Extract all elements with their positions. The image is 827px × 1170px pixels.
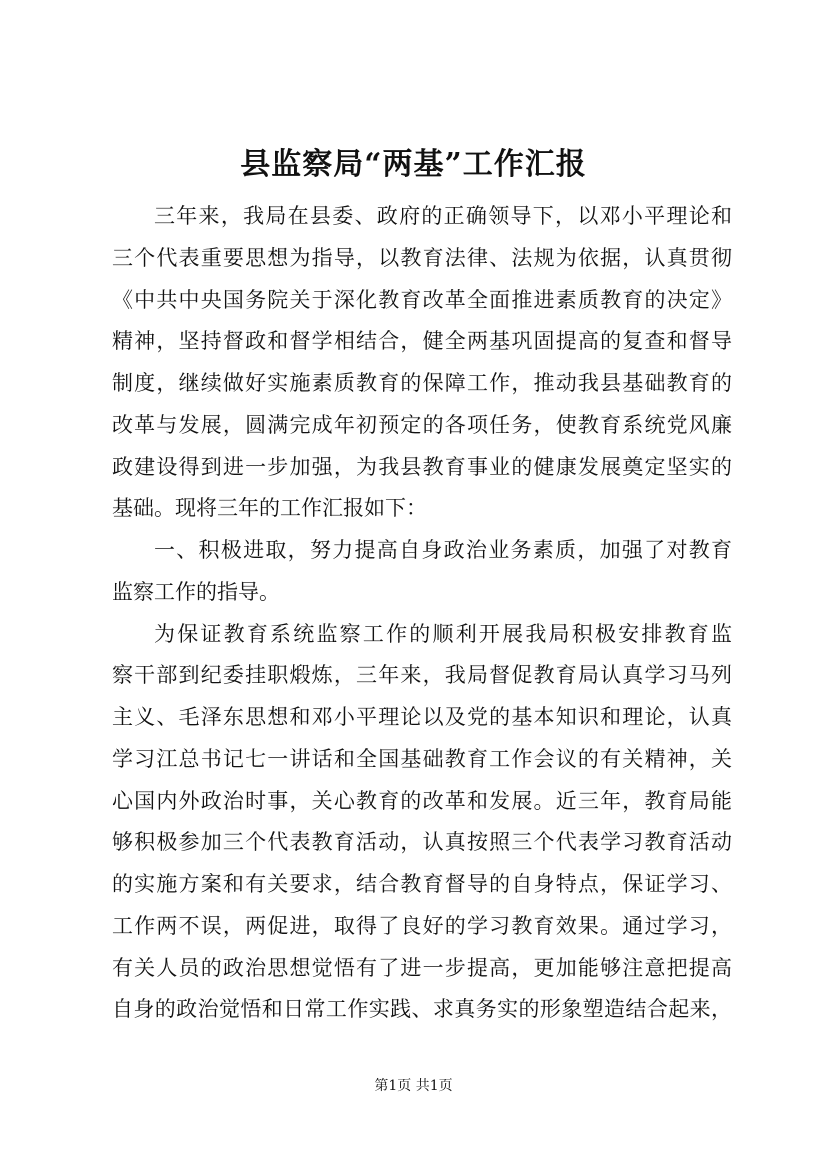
- body-line: 察干部到纪委挂职煅炼，三年来，我局督促教育局认真学习马列: [112, 663, 732, 688]
- body-line: 为保证教育系统监察工作的顺利开展我局积极安排教育监: [154, 621, 732, 646]
- page-footer: 第1页 共1页: [374, 1078, 453, 1094]
- body-line: 改革与发展，圆满完成年初预定的各项任务，使教育系统党风廉: [112, 412, 732, 437]
- body-line: 《中共中央国务院关于深化教育改革全面推进素质教育的决定》: [112, 287, 732, 312]
- body-line: 心国内外政治时事，关心教育的改革和发展。近三年，教育局能: [112, 788, 732, 813]
- body-line: 三年来，我局在县委、政府的正确领导下，以邓小平理论和: [154, 204, 732, 228]
- body-line: 制度，继续做好实施素质教育的保障工作，推动我县基础教育的: [112, 371, 732, 395]
- body-line: 的实施方案和有关要求，结合教育督导的自身特点，保证学习、: [112, 872, 732, 896]
- body-line: 精神，坚持督政和督学相结合，健全两基巩固提高的复查和督导: [112, 329, 732, 354]
- section-heading-line: 监察工作的指导。: [112, 579, 280, 604]
- body-line: 工作两不误，两促进，取得了良好的学习教育效果。通过学习，: [112, 913, 732, 938]
- body-line: 三个代表重要思想为指导，以教育法律、法规为依据，认真贯彻: [112, 245, 732, 270]
- document-body: [112, 196, 732, 1031]
- section-heading-line: 一、积极进取，努力提高自身政治业务素质，加强了对教育: [154, 538, 732, 562]
- document-title: 县监察局“两基”工作汇报: [240, 147, 587, 182]
- body-line: 自身的政治觉悟和日常工作实践、求真务实的形象塑造结合起来，: [112, 997, 732, 1022]
- body-line: 政建设得到进一步加强，为我县教育事业的健康发展奠定坚实的: [112, 454, 732, 479]
- body-line: 有关人员的政治思想觉悟有了进一步提高，更加能够注意把提高: [112, 955, 732, 980]
- body-line: 够积极参加三个代表教育活动，认真按照三个代表学习教育活动: [112, 830, 732, 855]
- body-line: 基础。现将三年的工作汇报如下：: [112, 496, 427, 521]
- body-line: 学习江总书记七一讲话和全国基础教育工作会议的有关精神，关: [112, 746, 732, 771]
- body-line: 主义、毛泽东思想和邓小平理论以及党的基本知识和理论，认真: [112, 705, 732, 729]
